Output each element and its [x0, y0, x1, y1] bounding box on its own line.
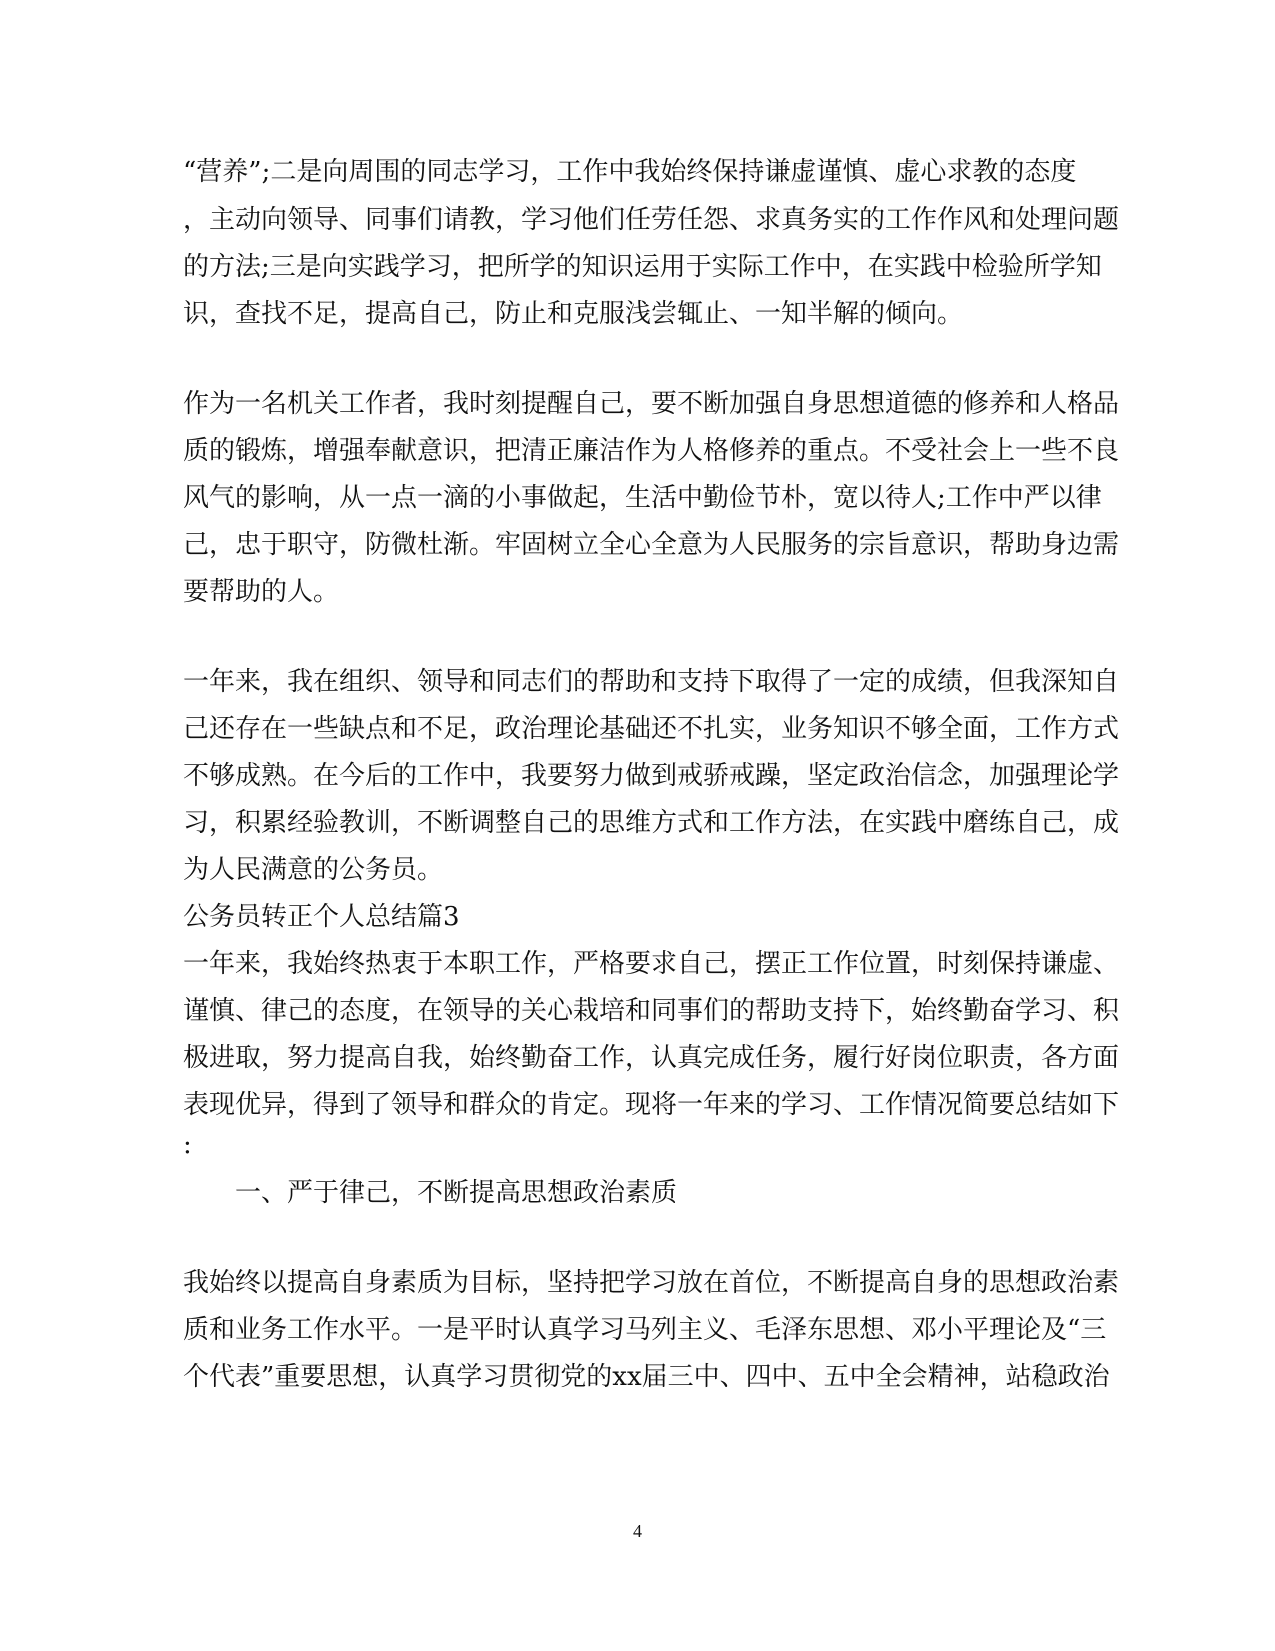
- intro-line-4: 表现优异，得到了领导和群众的肯定。现将一年来的学习、工作情况简要总结如下: [183, 1090, 1120, 1120]
- final-line-2: 质和业务工作水平。一是平时认真学习马列主义、毛泽东思想、邓小平理论及“三: [183, 1315, 1107, 1345]
- paragraph-1-line-3: 的方法;三是向实践学习，把所学的知识运用于实际工作中，在实践中检验所学知: [183, 252, 1102, 282]
- paragraph-2-line-5: 要帮助的人。: [183, 577, 340, 607]
- paragraph-2-line-3: 风气的影响，从一点一滴的小事做起，生活中勤俭节朴，宽以待人;工作中严以律: [183, 483, 1102, 513]
- paragraph-1-line-1: “营养”;二是向周围的同志学习，工作中我始终保持谦虚谨慎、虚心求教的态度: [183, 157, 1077, 187]
- paragraph-2-line-4: 己，忠于职守，防微杜渐。牢固树立全心全意为人民服务的宗旨意识，帮助身边需: [183, 530, 1120, 560]
- subheading: 一、严于律己，不断提高思想政治素质: [235, 1178, 678, 1208]
- paragraph-3-line-5: 为人民满意的公务员。: [183, 855, 444, 885]
- intro-line-3: 极进取，努力提高自我，始终勤奋工作，认真完成任务，履行好岗位职责，各方面: [183, 1043, 1120, 1073]
- paragraph-3-line-3: 不够成熟。在今后的工作中，我要努力做到戒骄戒躁，坚定政治信念，加强理论学: [183, 761, 1120, 791]
- final-line-1: 我始终以提高自身素质为目标，坚持把学习放在首位，不断提高自身的思想政治素: [183, 1268, 1120, 1298]
- paragraph-2-line-1: 作为一名机关工作者，我时刻提醒自己，要不断加强自身思想道德的修养和人格品: [183, 389, 1120, 419]
- paragraph-1-line-2: ，主动向领导、同事们请教，学习他们任劳任怨、求真务实的工作作风和处理问题: [183, 205, 1120, 235]
- intro-line-5: :: [183, 1130, 192, 1160]
- paragraph-3-line-1: 一年来，我在组织、领导和同志们的帮助和支持下取得了一定的成绩，但我深知自: [183, 667, 1120, 697]
- paragraph-2-line-2: 质的锻炼，增强奉献意识，把清正廉洁作为人格修养的重点。不受社会上一些不良: [183, 436, 1120, 466]
- paragraph-3-line-4: 习，积累经验教训，不断调整自己的思维方式和工作方法，在实践中磨练自己，成: [183, 808, 1120, 838]
- section-title: 公务员转正个人总结篇3: [183, 902, 460, 932]
- final-line-3: 个代表”重要思想，认真学习贯彻党的xx届三中、四中、五中全会精神，站稳政治: [183, 1362, 1110, 1392]
- paragraph-1-line-4: 识，查找不足，提高自己，防止和克服浅尝辄止、一知半解的倾向。: [183, 299, 964, 329]
- intro-line-2: 谨慎、律己的态度，在领导的关心栽培和同事们的帮助支持下，始终勤奋学习、积: [183, 996, 1120, 1026]
- intro-line-1: 一年来，我始终热衷于本职工作，严格要求自己，摆正工作位置，时刻保持谦虚、: [183, 949, 1120, 979]
- page-number: 4: [633, 1521, 642, 1541]
- paragraph-3-line-2: 己还存在一些缺点和不足，政治理论基础还不扎实，业务知识不够全面，工作方式: [183, 714, 1120, 744]
